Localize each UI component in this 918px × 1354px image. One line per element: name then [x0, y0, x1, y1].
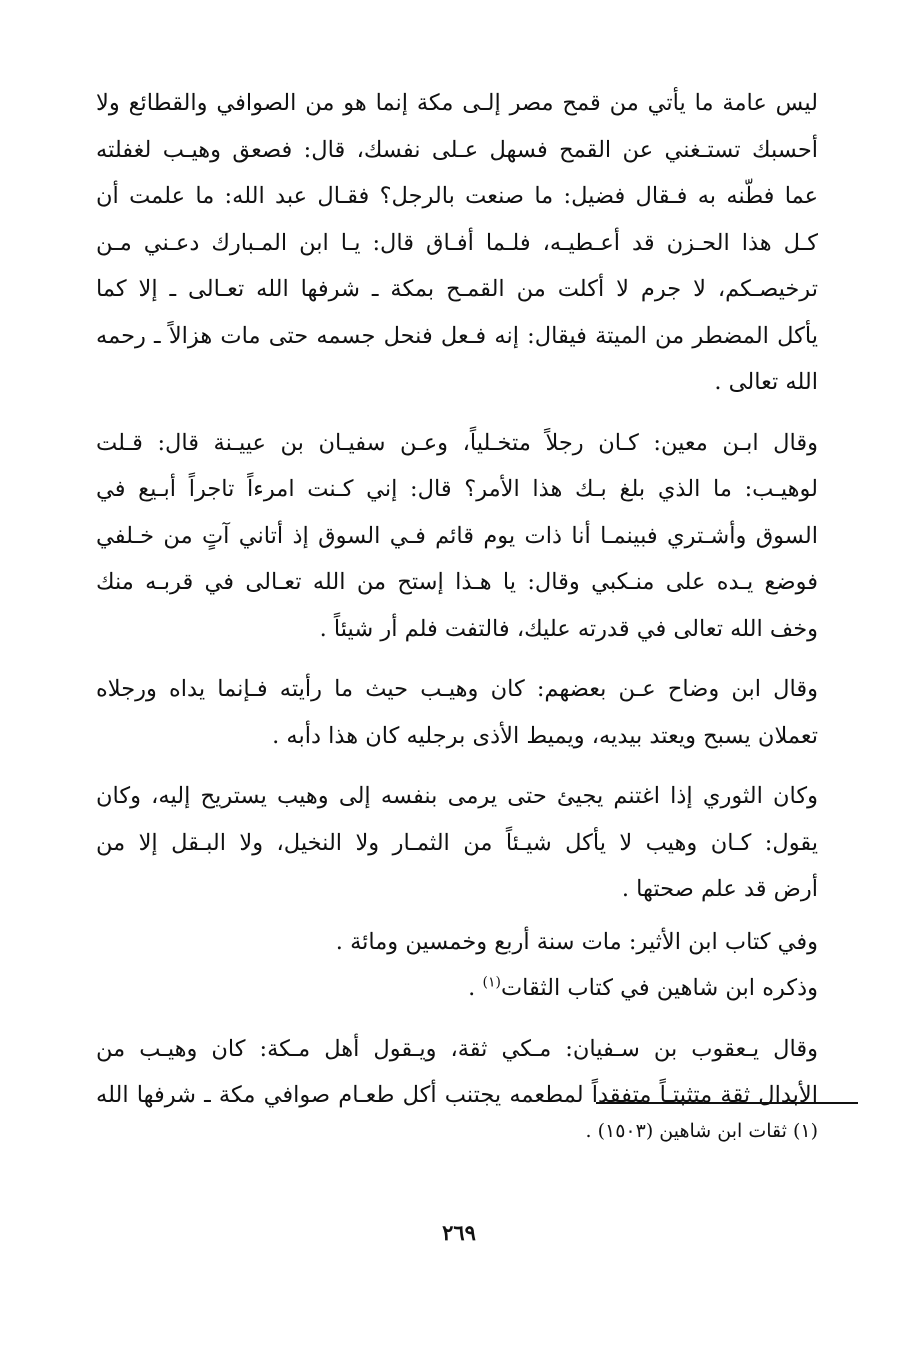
paragraph-2: [96, 420, 818, 653]
page-number: ٢٦٩: [442, 1220, 476, 1245]
paragraph-6: [96, 965, 818, 1012]
text-line: أرض قد علم صحتها .: [621, 876, 818, 902]
text-line: وقال يـعقوب بن سـفيان: مـكي ثقة، ويـقول أهل مـكة: كان وهيـب من: [96, 1035, 818, 1062]
text-line: عما فطّنه به فـقال فضيل: ما صنعت بالرجل؟ فقـال عبد الله: ما علمت أن: [96, 183, 818, 209]
text-line: الأبدال ثقة متثبتـاً متفقداً لمطعمه يجتنب أكل طعـام صوافي مكة ـ شرفها الله: [96, 1082, 818, 1108]
paragraph-3: [96, 666, 818, 759]
text-line: السوق وأشـتري فبينمـا أنا ذات يوم قائم فـي السوق إذ أتاني آتٍ من خـلفي: [96, 522, 818, 549]
paragraph-7: [96, 1026, 818, 1119]
text-line: ترخيصـكم، لا جرم لا أكلت من القمـح بمكة ـ شرفها الله تعـالى ـ إلا كما: [96, 276, 818, 302]
text-line: تعملان يسبح ويعتد بيديه، ويميط الأذى برجليه كان هذا دأبه .: [272, 722, 818, 749]
paragraph-1: [96, 80, 818, 406]
text-line: أحسبك تستـغني عن القمح فسهل عـلى نفسك، قال: فصعق وهيـب لغفلته: [96, 136, 818, 163]
text-segment: .: [468, 975, 483, 1001]
footnote-reference[interactable]: (١): [482, 974, 501, 991]
text-line: وقال ابـن معين: كـان رجلاً متخـلياً، وعـن سفيـان بن عييـنة قال: قـلت: [96, 429, 818, 456]
text-line: لوهيـب: ما الذي بلغ بـك هذا الأمر؟ قال: إني كـنت امرءاً تاجراً أبـيع في: [96, 476, 818, 502]
main-text: [96, 80, 818, 1119]
text-line: يأكل المضطر من الميتة فيقال: إنه فـعل فنحل جسمه حتى مات هزالاً ـ رحمه: [96, 322, 818, 349]
text-line: [96, 965, 818, 1012]
footnote: (١) ثقات ابن شاهين (١٥٠٣) .: [585, 1120, 818, 1142]
text-line: الله تعالى .: [714, 369, 818, 395]
text-line: ليس عامة ما يأتي من قمح مصر إلـى مكة إنما هو من الصوافي والقطائع ولا: [96, 90, 818, 116]
text-line: يقول: كـان وهيب لا يأكل شيـئاً من الثمـار ولا النخيل، ولا البـقل إلا من: [96, 829, 818, 856]
footnote-divider: [596, 1102, 858, 1104]
text-line: كـل هذا الحـزن قد أعـطيـه، فلـما أفـاق قال: يـا ابن المـبارك دعـني مـن: [96, 229, 818, 256]
text-line: وخف الله تعالى في قدرته عليك، فالتفت فلم أر شيئاً .: [319, 615, 818, 642]
paragraph-4: [96, 773, 818, 913]
paragraph-5: [96, 919, 818, 966]
text-line: وفي كتاب ابن الأثير: مات سنة أربع وخمسين ومائة .: [335, 928, 818, 955]
text-segment: وذكره ابن شاهين في كتاب الثقات: [500, 975, 818, 1001]
text-line: وقال ابن وضاح عـن بعضهم: كان وهيـب حيث ما رأيته فـإنما يداه ورجلاه: [96, 676, 818, 702]
text-line: فوضع يـده على منـكبي وقال: يا هـذا إستح من الله تعـالى في قربـه منك: [96, 569, 818, 595]
text-line: وكان الثوري إذا اغتنم يجيئ حتى يرمى بنفسه إلى وهيب يستريح إليه، وكان: [96, 783, 818, 809]
